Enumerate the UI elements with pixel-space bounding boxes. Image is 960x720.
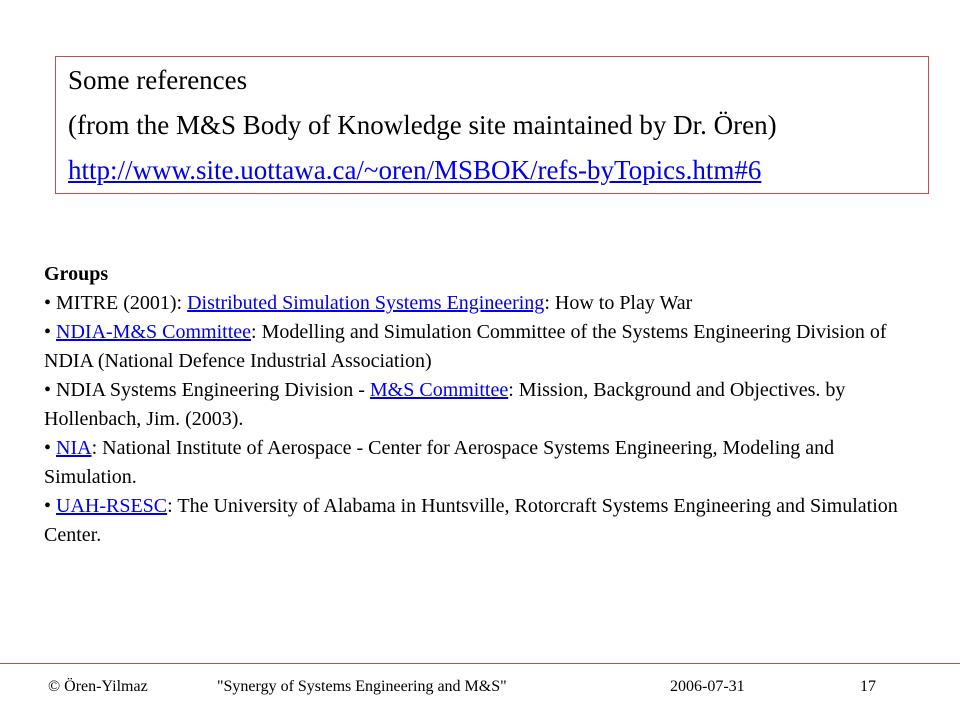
group-item-link[interactable]: NDIA-M&S Committee xyxy=(56,321,252,343)
bullet: • xyxy=(44,495,52,517)
bullet: • xyxy=(44,379,52,401)
groups-heading: Groups xyxy=(44,263,109,285)
group-item xyxy=(44,376,924,434)
group-item xyxy=(44,318,924,376)
footer-page-number: 17 xyxy=(860,678,876,695)
footer-date: 2006-07-31 xyxy=(670,678,745,695)
bullet: • xyxy=(44,321,52,343)
group-item-link[interactable]: M&S Committee xyxy=(369,379,509,401)
references-subtitle: (from the M&S Body of Knowledge site maintained by Dr. Ören) xyxy=(68,110,777,140)
group-item-text: : Modelling and Simulation Committee of the Systems Engineering Division of NDIA (National Defence Industrial Association) xyxy=(44,321,887,372)
group-item-text: : Mission, Background and Objectives. by Hollenbach, Jim. (2003). xyxy=(44,379,846,430)
footer-title: "Synergy of Systems Engineering and M&S" xyxy=(217,678,507,695)
bullet: • xyxy=(44,292,52,314)
group-item-text: : How to Play War xyxy=(544,292,693,314)
bullet: • xyxy=(44,437,52,459)
references-url-link[interactable]: http://www.site.uottawa.ca/~oren/MSBOK/refs-byTopics.htm#6 xyxy=(68,155,762,185)
footer-author: © Ören-Yilmaz xyxy=(48,678,148,695)
group-item-link[interactable]: Distributed Simulation Systems Engineering xyxy=(187,292,545,314)
group-item-link[interactable]: UAH-RSESC xyxy=(56,495,168,517)
group-item xyxy=(44,492,924,550)
group-item xyxy=(44,434,924,492)
groups-section xyxy=(44,260,924,550)
group-item-text: NDIA Systems Engineering Division - xyxy=(56,379,370,401)
group-item-link[interactable]: NIA xyxy=(56,437,92,459)
references-box xyxy=(55,56,929,194)
group-item-text: : National Institute of Aerospace - Center for Aerospace Systems Engineering, Modeling and Simulation. xyxy=(44,437,835,488)
footer-divider xyxy=(0,663,960,664)
group-item xyxy=(44,289,924,318)
group-item-text: : The University of Alabama in Huntsville, Rotorcraft Systems Engineering and Simulation Center. xyxy=(44,495,898,546)
group-item-text: MITRE (2001): xyxy=(56,292,188,314)
references-title: Some references xyxy=(68,65,248,95)
